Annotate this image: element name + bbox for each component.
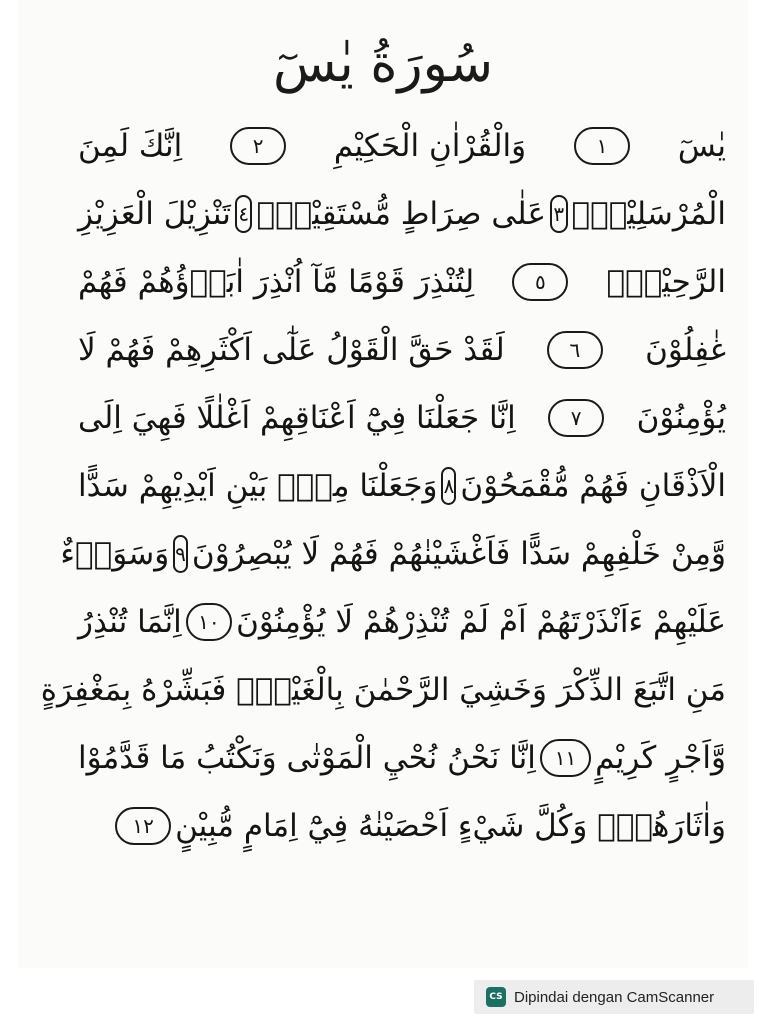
verse-text: لَقَدْ حَقَّ الْقَوْلُ عَلٰٓى اَكْثَرِهِمْ فَهُمْ لَا: [78, 332, 505, 368]
verse-line: [40, 656, 726, 724]
verse-text: يُؤْمِنُوْنَ: [636, 400, 726, 436]
verse-line: [78, 180, 726, 248]
camscanner-logo-icon: CS: [486, 987, 506, 1007]
verse-text: اِنَّمَا تُنْذِرُ: [78, 604, 182, 640]
verse-text: الْاَذْقَانِ فَهُمْ مُّقْمَحُوْنَ: [460, 468, 726, 504]
verse-text: لِتُنْذِرَ قَوْمًا مَّآ اُنْذِرَ اٰبَاۤؤُهُمْ فَهُمْ: [78, 264, 475, 300]
verse-line: [78, 452, 726, 520]
verse-text: وَّمِنْ خَلْفِهِمْ سَدًّا فَاَغْشَيْنٰهُمْ فَهُمْ لَا يُبْصِرُوْنَ: [191, 536, 726, 572]
ayah-marker-3: ٣: [550, 195, 568, 233]
ayah-marker-6: ٦: [547, 331, 603, 369]
verse-line: [78, 724, 726, 792]
verse-text: اِنَّا جَعَلْنَا فِيْٓ اَعْنَاقِهِمْ اَغْلٰلًا فَهِيَ اِلَى: [78, 400, 516, 436]
verse-text: الْمُرْسَلِيْنَۙ: [571, 196, 726, 232]
verse-text: وَّاَجْرٍ كَرِيْمٍ: [595, 740, 726, 776]
verse-text: عَلٰى صِرَاطٍ مُّسْتَقِيْمٍۗ: [256, 196, 546, 232]
verse-line: [78, 112, 726, 180]
ayah-marker-5: ٥: [512, 263, 568, 301]
verse-text: مَنِ اتَّبَعَ الذِّكْرَ وَخَشِيَ الرَّحْمٰنَ بِالْغَيْبِۚ فَبَشِّرْهُ بِمَغْفِرَةٍ: [40, 672, 726, 708]
camscanner-watermark: [474, 980, 754, 1014]
ayah-marker-1: ١: [574, 127, 630, 165]
verse-text: وَجَعَلْنَا مِنْۢ بَيْنِ اَيْدِيْهِمْ سَدًّا: [78, 468, 438, 504]
ayah-marker-8: ٨: [441, 467, 456, 505]
verse-line: [60, 520, 726, 588]
verse-text: الرَّحِيْمِۙ: [606, 264, 726, 300]
verse-line: [78, 316, 726, 384]
verse-text: عَلَيْهِمْ ءَاَنْذَرْتَهُمْ اَمْ لَمْ تُنْذِرْهُمْ لَا يُؤْمِنُوْنَ: [236, 604, 726, 640]
verse-line: [78, 588, 726, 656]
ayah-marker-4: ٤: [235, 195, 253, 233]
surah-title: سُورَةُ يٰسٓ: [272, 34, 494, 94]
ayah-marker-7: ٧: [548, 399, 604, 437]
ayah-marker-11: ١١: [540, 739, 591, 777]
verse-text: اِنَّا نَحْنُ نُحْيِ الْمَوْتٰى وَنَكْتُبُ مَا قَدَّمُوْا: [78, 740, 536, 776]
verse-block: [40, 112, 726, 860]
ayah-marker-2: ٢: [230, 127, 286, 165]
quran-page: [18, 0, 748, 968]
ayah-marker-9: ٩: [173, 535, 188, 573]
verse-line: [78, 792, 726, 860]
verse-text: وَسَوَاۤءٌ: [60, 536, 170, 572]
verse-text: يٰسٓ: [677, 128, 726, 164]
verse-text: تَنْزِيْلَ الْعَزِيْزِ: [78, 196, 231, 232]
verse-text: وَاٰثَارَهُمْۗ وَكُلَّ شَيْءٍ اَحْصَيْنٰهُ فِيْٓ اِمَامٍ مُّبِيْنٍ: [175, 808, 726, 844]
verse-line: [78, 384, 726, 452]
verse-text: غٰفِلُوْنَ: [645, 332, 726, 368]
verse-text: اِنَّكَ لَمِنَ: [78, 128, 183, 164]
ayah-marker-10: ١٠: [186, 603, 232, 641]
watermark-text: Dipindai dengan CamScanner: [514, 988, 715, 1006]
verse-text: وَالْقُرْاٰنِ الْحَكِيْمِ: [333, 128, 527, 164]
ayah-marker-12: ١٢: [115, 807, 171, 845]
verse-line: [78, 248, 726, 316]
